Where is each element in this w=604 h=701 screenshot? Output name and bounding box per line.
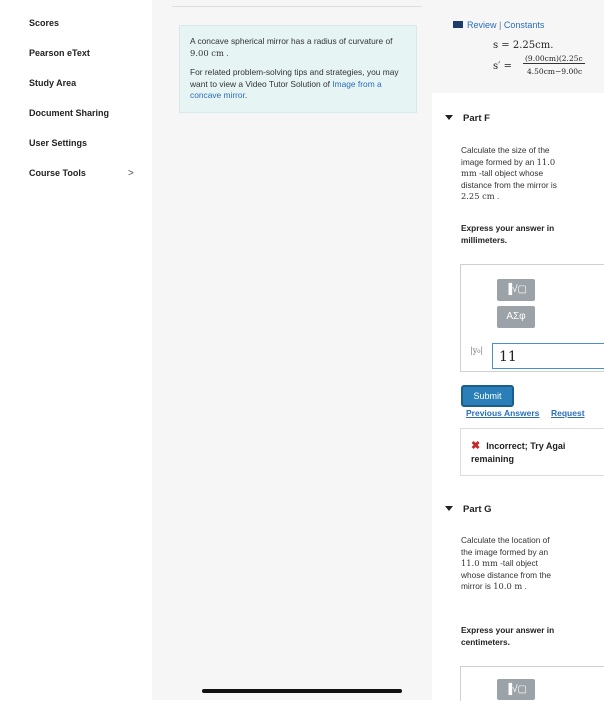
greek-symbols-button[interactable]: ΑΣφ (497, 306, 535, 328)
tips-text: For related problem-solving tips and strategies, you may want to view a Video Tutor Solution of Image from a concave mirror. (190, 67, 399, 100)
part-g-title: Part G (463, 504, 492, 515)
problem-intro (179, 25, 417, 113)
answer-input[interactable]: 11 (492, 343, 604, 369)
home-indicator (202, 689, 402, 693)
sidebar-item-pearson-etext[interactable]: Pearson eText (29, 48, 90, 58)
sidebar-nav (0, 0, 153, 700)
divider (172, 6, 422, 7)
book-icon (453, 21, 463, 28)
collapse-arrow-icon[interactable] (445, 506, 453, 511)
s-prime-label: s′ = (493, 61, 512, 72)
sidebar-item-document-sharing[interactable]: Document Sharing (29, 108, 110, 118)
incorrect-feedback (460, 428, 604, 476)
template-tool-button[interactable]: ▐√▢ (497, 279, 535, 301)
error-x-icon: ✖ (471, 440, 481, 452)
radius-value: 9.00 cm (190, 47, 224, 58)
answer-variable-label: |y₀| (470, 346, 484, 355)
sidebar-item-user-settings[interactable]: User Settings (29, 138, 88, 148)
template-tool-button[interactable]: ▐√▢ (497, 679, 535, 700)
feedback-message: Incorrect; Try Agai (486, 441, 566, 451)
s-value-formula: s = 2.25cm. (493, 40, 554, 51)
part-g-question: Calculate the location of the image formed by an 11.0 mm -tall object whose distance from the mirror is 10.0 m . (461, 535, 551, 592)
previous-answers-link[interactable]: Previous Answers (466, 408, 540, 418)
s-prime-denominator: 4.50cm−9.00c (527, 67, 583, 76)
problem-statement: A concave spherical mirror has a radius of curvature of 9.00 cm . (190, 36, 393, 58)
constants-link[interactable]: Constants (503, 20, 545, 30)
submit-button[interactable]: Submit (461, 385, 514, 407)
sidebar-item-course-tools[interactable]: Course Tools (29, 168, 86, 178)
review-constants-bar: Review | Constants (453, 20, 544, 30)
review-link[interactable]: Review (467, 20, 497, 30)
request-answer-link[interactable]: Request (551, 408, 585, 418)
part-g-header[interactable] (433, 493, 551, 526)
collapse-arrow-icon[interactable] (445, 115, 453, 120)
video-tutor-link[interactable]: Image from a concave mirror (190, 78, 382, 100)
part-f-instructions: Express your answer in millimeters. (461, 223, 555, 245)
sidebar-item-scores[interactable]: Scores (29, 18, 60, 28)
attempts-remaining: remaining (471, 454, 515, 464)
chevron-right-icon[interactable]: > (128, 168, 134, 179)
part-f-title: Part F (463, 113, 490, 124)
part-f-header[interactable] (433, 102, 551, 135)
s-prime-numerator: (9.00cm)(2.25c (525, 54, 583, 63)
part-g-instructions: Express your answer in centimeters. (461, 625, 555, 647)
sidebar-item-study-area[interactable]: Study Area (29, 78, 77, 88)
part-f-question: Calculate the size of the image formed by an 11.0 mm -tall object whose distance from the mirror is 2.25 cm . (461, 145, 557, 202)
